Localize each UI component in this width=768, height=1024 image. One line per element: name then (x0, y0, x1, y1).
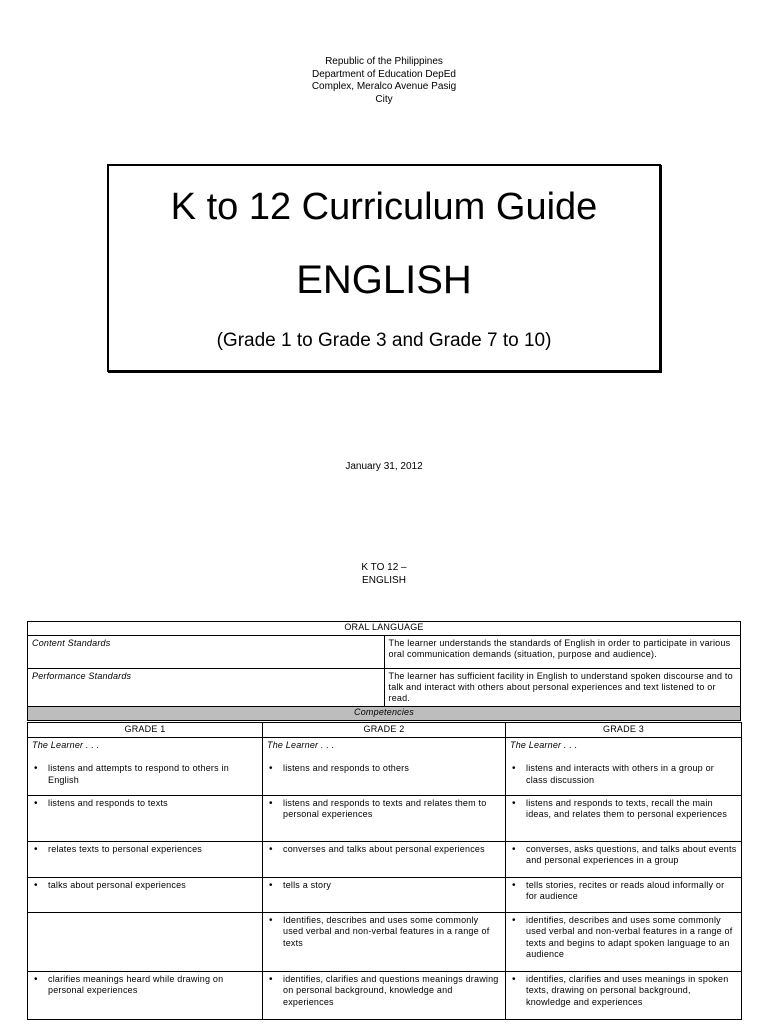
section-label (0, 561, 768, 587)
competency-item: • listens and responds to texts (32, 798, 258, 810)
header-line: Republic of the Philippines (325, 56, 443, 67)
document-title: K to 12 Curriculum Guide (170, 186, 598, 228)
grade-header-row (28, 723, 742, 738)
grade-3-cell (506, 795, 742, 841)
competencies-heading: Competencies (28, 707, 741, 721)
grade-2-cell (263, 912, 506, 971)
performance-standards-text: The learner has sufficient facility in English to understand spoken discourse and to talk and interact with others about personal experiences and text listened to or read. (384, 669, 741, 707)
content-standards-text: The learner understands the standards of English in order to participate in various oral communication demands (situation, purpose and audience). (384, 636, 741, 669)
table-row (28, 912, 742, 971)
standards-table (27, 621, 741, 721)
grade-2-cell (263, 737, 506, 795)
table-row (28, 737, 742, 795)
grade-3-cell (506, 971, 742, 1019)
table-row (28, 795, 742, 841)
oral-language-heading: ORAL LANGUAGE (28, 622, 741, 636)
grade-1-cell (28, 737, 263, 795)
header-line: Department of Education DepEd (312, 68, 456, 80)
grade-3-cell (506, 841, 742, 877)
competency-item: • identifies, clarifies and uses meanings in spoken texts, drawing on personal background, knowledge and experiences (510, 974, 737, 1009)
grade-range: (Grade 1 to Grade 3 and Grade 7 to 10) (216, 330, 552, 351)
section-label-line: K TO 12 – (361, 562, 407, 573)
header-line: City (375, 93, 393, 105)
competency-item: • talks about personal experiences (32, 880, 258, 892)
learner-label: The Learner . . . (510, 739, 578, 750)
competency-item: • identifies, describes and uses some commonly used verbal and non-verbal features in a range of texts and begins to adapt spoken language to an audience (510, 915, 737, 961)
grade-2-cell (263, 841, 506, 877)
content-standards-label: Content Standards (28, 636, 385, 669)
grade-1-cell (28, 912, 263, 971)
competency-item: • Identifies, describes and uses some commonly used verbal and non-verbal features in a range of texts (267, 915, 501, 950)
grade-1-cell (28, 877, 263, 912)
table-row (28, 971, 742, 1019)
competency-item: • tells stories, recites or reads aloud informally or for audience (510, 880, 737, 903)
competency-item: • listens and attempts to respond to others in English (32, 763, 258, 786)
competency-item: • listens and responds to texts and relates them to personal experiences (267, 798, 501, 821)
competency-item: • converses and talks about personal experiences (267, 844, 501, 856)
competency-item: • listens and responds to others (267, 763, 501, 775)
header-line: Complex, Meralco Avenue Pasig (311, 81, 457, 92)
grade-1-cell (28, 795, 263, 841)
document-date: January 31, 2012 (345, 461, 423, 472)
agency-header (0, 56, 768, 106)
competency-item: • listens and responds to texts, recall the main ideas, and relates them to personal experiences (510, 798, 737, 821)
competency-item: • identifies, clarifies and questions meanings drawing on personal background, knowledge and experiences (267, 974, 501, 1009)
grade-3-cell (506, 912, 742, 971)
competency-item: • clarifies meanings heard while drawing on personal experiences (32, 974, 258, 997)
table-row (28, 841, 742, 877)
section-label-line: ENGLISH (362, 575, 406, 586)
performance-standards-label: Performance Standards (28, 669, 385, 707)
competency-item: • tells a story (267, 880, 501, 892)
grade-3-cell (506, 737, 742, 795)
grade-2-cell (263, 795, 506, 841)
grade-2-cell (263, 877, 506, 912)
competencies-table (27, 722, 742, 1020)
grade-3-cell (506, 877, 742, 912)
competency-item: • relates texts to personal experiences (32, 844, 258, 856)
grade-1-cell (28, 971, 263, 1019)
competency-item: • converses, asks questions, and talks about events and personal experiences in a group (510, 844, 737, 867)
competency-item: • listens and interacts with others in a group or class discussion (510, 763, 737, 786)
title-box (107, 164, 661, 372)
learner-label: The Learner . . . (32, 739, 100, 750)
grade-2-header: GRADE 2 (263, 723, 506, 738)
grade-1-header: GRADE 1 (28, 723, 263, 738)
grade-2-cell (263, 971, 506, 1019)
subject-title: ENGLISH (296, 258, 472, 302)
table-row (28, 877, 742, 912)
learner-label: The Learner . . . (267, 739, 335, 750)
grade-1-cell (28, 841, 263, 877)
grade-3-header: GRADE 3 (506, 723, 742, 738)
